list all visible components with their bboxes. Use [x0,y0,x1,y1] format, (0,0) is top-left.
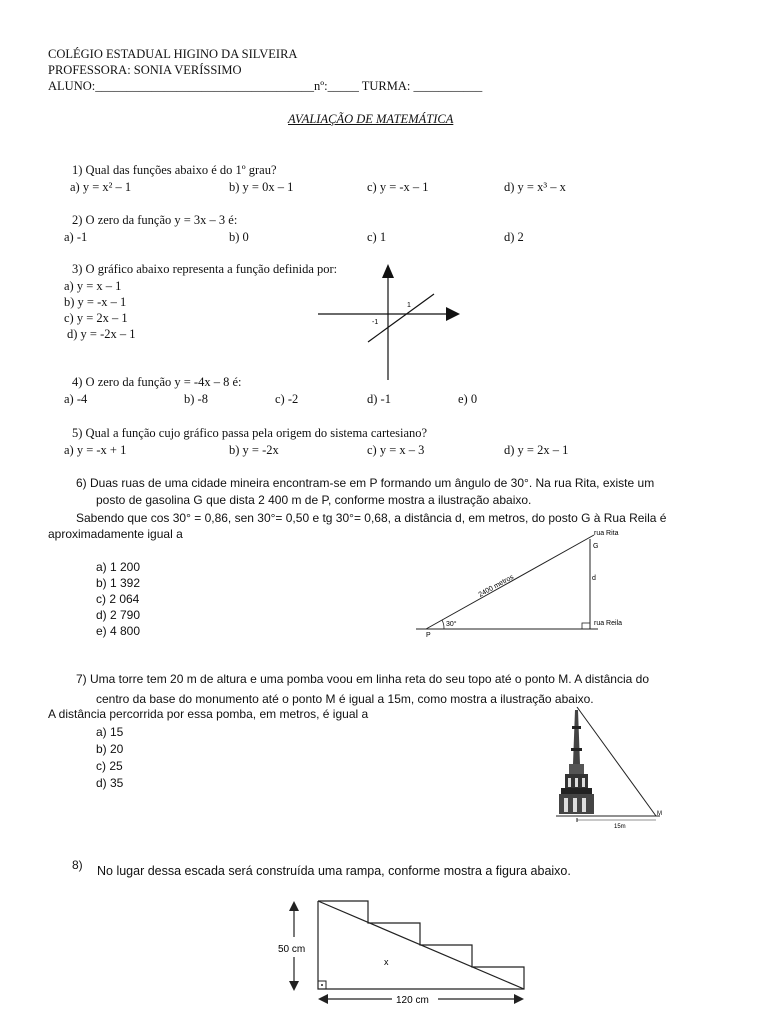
q2-option-a: a) -1 [64,230,88,244]
q3-option-c: c) y = 2x – 1 [64,311,128,325]
q1-option-a: a) y = x² – 1 [70,180,132,194]
q3-y-arrow [382,264,394,278]
q6-line-4: aproximadamente igual a [48,527,183,541]
q8-ramp [318,901,524,989]
q6-angle-arc [442,620,444,629]
q6-angle-label: 30° [446,621,457,628]
q6-rua-rita-label: rua Rita [594,530,619,537]
q2-option-d: d) 2 [504,230,524,244]
q3-option-a: a) y = x – 1 [64,279,122,293]
q7-base-label: 15m [614,824,626,830]
q7-option-a: a) 15 [96,725,124,739]
q6-p-label: P [426,632,431,639]
q8-text: No lugar dessa escada será construída uma rampa, conforme mostra a figura abaixo. [97,864,571,878]
q4-option-d: d) -1 [367,392,391,406]
q7-option-c: c) 25 [96,759,123,773]
q3-label-y-intercept: -1 [372,319,379,326]
q7-option-b: b) 20 [96,742,124,756]
student-line: ALUNO:___________________________________nº:_____ TURMA: ___________ [48,79,483,93]
q6-option-b: b) 1 392 [96,576,141,590]
q5-option-d: d) y = 2x – 1 [504,443,569,457]
q6-figure [410,525,650,645]
q4-option-a: a) -4 [64,392,88,406]
q4-option-b: b) -8 [184,392,208,406]
q7-figure [556,704,676,828]
q6-option-c: c) 2 064 [96,592,140,606]
q6-line-3: Sabendo que cos 30° = 0,86, sen 30°= 0,50 e tg 30°= 0,68, a distância d, em metros, do posto G à Rua Reila é [76,511,667,525]
q1-option-c: c) y = -x – 1 [367,180,429,194]
q2-question: 2) O zero da função y = 3x – 3 é: [72,213,238,227]
q5-option-b: b) y = -2x [229,443,279,457]
q6-option-a: a) 1 200 [96,560,141,574]
q3-option-b: b) y = -x – 1 [64,295,127,309]
q6-d-label: d [592,575,596,582]
q6-line-2: posto de gasolina G que dista 2 400 m de P, conforme mostra a ilustração abaixo. [96,493,532,507]
q7-line-1: 7) Uma torre tem 20 m de altura e uma pomba voou em linha reta do seu topo até o ponto M. A distância do [76,672,649,686]
q6-right-angle [582,623,590,629]
q3-function-line [368,294,434,342]
q5-option-c: c) y = x – 3 [367,443,425,457]
q7-line-2: centro da base do monumento até o ponto M é igual a 15m, como mostra a ilustração abaixo. [96,692,594,706]
q8-x-label: x [384,957,389,967]
q2-option-c: c) 1 [367,230,387,244]
q5-question: 5) Qual a função cujo gráfico passa pela origem do sistema cartesiano? [72,426,428,440]
q4-question: 4) O zero da função y = -4x – 8 é: [72,375,242,389]
teacher-name: PROFESSORA: SONIA VERÍSSIMO [48,63,242,77]
school-name: COLÉGIO ESTADUAL HIGINO DA SILVEIRA [48,47,298,61]
q7-option-d: d) 35 [96,776,124,790]
q3-question: 3) O gráfico abaixo representa a função definida por: [72,262,338,276]
q6-hypotenuse-label: 2400 metros [477,573,516,599]
exam-title: AVALIAÇÃO DE MATEMÁTICA [288,112,454,126]
q1-option-b: b) y = 0x – 1 [229,180,294,194]
q8-figure [272,893,542,1018]
q3-x-arrow [446,307,460,321]
q6-option-e: e) 4 800 [96,624,141,638]
q8-width-label: 120 cm [396,995,429,1006]
q8-height-label: 50 cm [278,944,306,955]
q3-graph [310,262,470,382]
q2-option-b: b) 0 [229,230,249,244]
q8-number: 8) [72,858,83,872]
q7-m-label: M [657,811,662,817]
q6-line-1: 6) Duas ruas de uma cidade mineira encontram-se em P formando um ângulo de 30°. Na rua Rita, existe um [76,476,655,490]
q4-option-e: e) 0 [458,392,478,406]
q1-option-d: d) y = x³ – x [504,180,566,194]
q6-option-d: d) 2 790 [96,608,141,622]
q7-line-3: A distância percorrida por essa pomba, em metros, é igual a [48,707,369,721]
q5-option-a: a) y = -x + 1 [64,443,127,457]
q7-tower-illustration [559,710,594,814]
q6-rua-reila-label: rua Reila [594,620,623,627]
q6-g-label: G [593,543,599,550]
q4-option-c: c) -2 [275,392,299,406]
q3-option-d: d) y = -2x – 1 [67,327,136,341]
q3-label-x-intercept: 1 [407,302,411,309]
q1-question: 1) Qual das funções abaixo é do 1º grau? [72,163,277,177]
